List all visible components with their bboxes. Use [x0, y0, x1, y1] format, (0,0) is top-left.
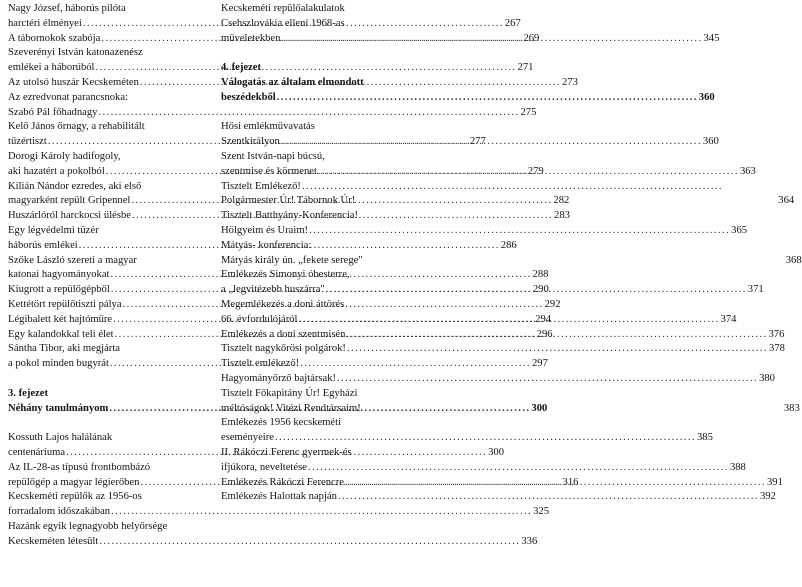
toc-entry-title: műveletekben [221, 32, 281, 44]
toc-entry-text: Az IL-28-as típusú frontbombázó [8, 461, 151, 473]
toc-entry-title: ifjúkora, neveltetése [221, 461, 307, 473]
dot-leader [307, 461, 730, 476]
page-number: 380 [759, 372, 775, 384]
page-number: 368 [785, 254, 802, 266]
page-number: 300 [531, 402, 548, 414]
dot-leader [274, 431, 697, 446]
toc-entry-text: Csehszlovákia ellení 1968-as [221, 17, 345, 29]
dot-leader [325, 283, 748, 298]
toc-entry-title: centenáriuma [8, 446, 66, 458]
toc-entry-text: Tisztelt emlékező! [221, 358, 300, 370]
toc-entry-title: Huszárlóról harckocsi ülésbe [8, 210, 131, 222]
toc-entry-text: Kecskeméti repülők az 1956-os [8, 491, 142, 503]
page-number: 267 [504, 17, 521, 29]
toc-entry-title: Néhány tanulmányom [8, 402, 109, 414]
toc-entry[interactable] [221, 461, 746, 476]
toc-entry-title: Tisztelt Emlékező! [221, 180, 301, 192]
page-number: 296 [536, 328, 553, 340]
section-gap [8, 416, 213, 431]
page-number: 286 [500, 239, 517, 251]
dot-leader [344, 476, 767, 491]
toc-entry-title: Hölgyeim és Uraim! [221, 224, 309, 236]
section-gap [221, 106, 420, 121]
dot-leader [280, 135, 703, 150]
toc-entry-text: Kilián Nándor ezredes, aki első [8, 180, 142, 192]
toc-entry-title: eseményeire [221, 432, 274, 444]
toc-entry-title: emlékei a háborúból [8, 62, 95, 74]
section-gap [221, 46, 420, 61]
page-number: 388 [729, 461, 746, 473]
toc-entry-text: Hősi emlékművavatás [221, 121, 315, 133]
dot-leader [280, 32, 703, 47]
dot-leader [337, 490, 760, 505]
toc-entry-text: Hazánk egyik legnagyobb helyőrsége [8, 520, 168, 532]
toc-entry-text: Sántha Tibor, aki megjárta [8, 343, 120, 355]
toc-entry[interactable] [8, 535, 538, 550]
page-number: 273 [561, 76, 578, 88]
page-number: 360 [698, 91, 715, 103]
page-number: 269 [523, 32, 540, 44]
toc-entry-title: aki hazatért a pokolból [8, 165, 105, 177]
toc-entry-title: 66. évfordulójáról [221, 313, 298, 325]
dot-leader [345, 328, 768, 343]
dot-leader [110, 505, 533, 520]
toc-entry-title: szentmise és körmenet [221, 165, 317, 177]
page-number: 360 [702, 136, 719, 148]
dot-leader [317, 165, 740, 180]
toc-entry[interactable] [8, 505, 550, 520]
toc-entry-text: Emlékezés Simonyi óbesterre, [221, 269, 350, 281]
toc-entry-text: Tisztelt Batthyány-Konferencia! [221, 210, 358, 222]
toc-entry-title: Kecskeméten létesült [8, 535, 99, 547]
toc-entry-text: Egy légvédelmi tüzér [8, 224, 99, 236]
toc-entry-title: méltóságok! Vitézi Rendtársaim! [221, 402, 361, 414]
dot-leader [336, 372, 759, 387]
toc-entry-text: Szent István-napi búcsú, [221, 150, 325, 162]
toc-entry-text: Kelő János őrnagy, a rehabilitált [8, 121, 145, 133]
page-number: 345 [703, 32, 720, 44]
toc-entry[interactable] [221, 254, 802, 269]
page-number: 277 [469, 136, 486, 148]
toc-entry-title: Polgármester Úr! Tábornok Úr! [221, 195, 356, 207]
toc-entry-title: Szentkirályon [221, 136, 280, 148]
toc-entry[interactable] [221, 490, 776, 505]
page-number: 288 [532, 269, 549, 281]
page-number: 376 [768, 328, 785, 340]
page-number: 371 [747, 284, 764, 296]
toc-entry[interactable] [221, 180, 420, 195]
dot-leader [298, 313, 721, 328]
toc-entry-title: beszédekből [221, 91, 276, 103]
chapter-heading: 3. fejezet [8, 387, 48, 399]
toc-entry-title: a pokol minden bugyrát [8, 358, 109, 370]
toc-entry-text: Tisztelt Főkapitány Úr! Egyházi [221, 387, 358, 399]
toc-entry-text: Szőke László szereti a magyar [8, 254, 137, 266]
dot-leader [308, 224, 731, 239]
toc-entry[interactable] [221, 91, 715, 106]
toc-entry[interactable] [221, 224, 748, 239]
page-number: 385 [697, 432, 713, 444]
dot-leader [346, 342, 769, 357]
toc-entry-text: Kossuth Lajos halálának [8, 432, 113, 444]
toc-entry-text: Mátyás- konferencia: [221, 239, 312, 251]
page-number: 300 [488, 446, 504, 458]
page-number: 336 [521, 535, 538, 547]
toc-entry-title: Kettétört repülőtiszti pálya [8, 298, 122, 310]
toc-entry-text: Dorogi Károly hadifogoly, [8, 150, 121, 162]
toc-entry[interactable] [221, 431, 713, 446]
toc-entry[interactable] [8, 106, 537, 121]
page-number: 392 [759, 491, 776, 503]
toc-entry-text: II. Rákóczi Ferenc gyermek-és [221, 446, 352, 458]
toc-entry[interactable] [221, 372, 775, 387]
page-number: 365 [731, 224, 748, 236]
toc-entry-title: háborús emlékei [8, 239, 78, 251]
page-number: 363 [739, 165, 756, 177]
chapter-heading: 4. fejezet [221, 62, 261, 74]
page-number: 294 [535, 313, 552, 325]
page-number: 374 [720, 313, 737, 325]
toc-entry-title: Kiugrott a repülőgépből [8, 284, 110, 296]
toc-entry-text: Kecskeméti repülőalakulatok [221, 3, 345, 14]
page-number: 290 [532, 284, 549, 296]
toc-entry-title: a „legvitézebb huszárra" [221, 284, 325, 296]
toc-entry-title: magyarként repült Gripennel [8, 195, 131, 207]
dot-leader [301, 180, 724, 195]
page-number: 297 [531, 358, 548, 370]
toc-entry-title: harctéri élményei [8, 17, 82, 29]
toc-entry-title: Az utolsó huszár Kecskeméten [8, 76, 139, 88]
toc-entry-title: Emlékezés Halottak napján [221, 491, 337, 503]
toc-entry-title: Emlékezés Rákóczi Ferencre [221, 476, 344, 488]
toc-entry-title: katonai hagyományokat [8, 269, 110, 281]
toc-entry-title: Légibalett két hajtóműre [8, 313, 113, 325]
page-number: 325 [533, 506, 550, 518]
toc-entry-text: Szeverényi István katonazenész [8, 47, 143, 59]
dot-leader [98, 535, 521, 550]
page-number: 378 [769, 343, 785, 355]
toc-entry-title: Mátyás király ún. „fekete serege" [221, 254, 363, 266]
toc-entry[interactable] [221, 342, 785, 357]
toc-entry-title: Egy kalandokkal teli élet [8, 328, 114, 340]
page-number: 364 [778, 195, 795, 207]
page-number: 391 [767, 476, 783, 488]
page-number: 383 [783, 402, 800, 414]
page-number: 292 [544, 298, 561, 310]
toc-entry-text: Nagy József, háborús pilóta [8, 3, 126, 14]
toc-entry-title: tűzértiszt [8, 136, 47, 148]
page-number: 275 [520, 106, 537, 118]
dot-leader [276, 91, 699, 106]
toc-entry-title: Szabó Pál főhadnagy [8, 106, 98, 118]
page-number: 316 [562, 476, 579, 488]
toc-entry-text: Megemlékezés a doni áttörés [221, 298, 345, 310]
toc-entry-title: Emlékezés a doni szentmisén [221, 328, 346, 340]
toc-entry-title: A tábornokok szabója [8, 32, 101, 44]
toc-entry-title: Tisztelt nagykőrösi polgárok! [221, 343, 346, 355]
toc-entry-title: repülőgép a magyar légierőben [8, 476, 140, 488]
page-number: 283 [554, 210, 570, 222]
toc-entry-text: Az ezredvonat parancsnoka: [8, 91, 129, 103]
toc-entry-title: Hagyományőrző bajtársak! [221, 372, 337, 384]
toc-entry-text: Emlékezés 1956 kecskeméti [221, 417, 342, 429]
page-number: 279 [527, 165, 544, 177]
page-number: 282 [553, 195, 570, 207]
chapter-heading: Válogatás az általam elmondott [221, 76, 364, 88]
section-gap [8, 372, 213, 387]
page-number: 271 [517, 62, 534, 74]
toc-entry-title: forradalom időszakában [8, 506, 111, 518]
